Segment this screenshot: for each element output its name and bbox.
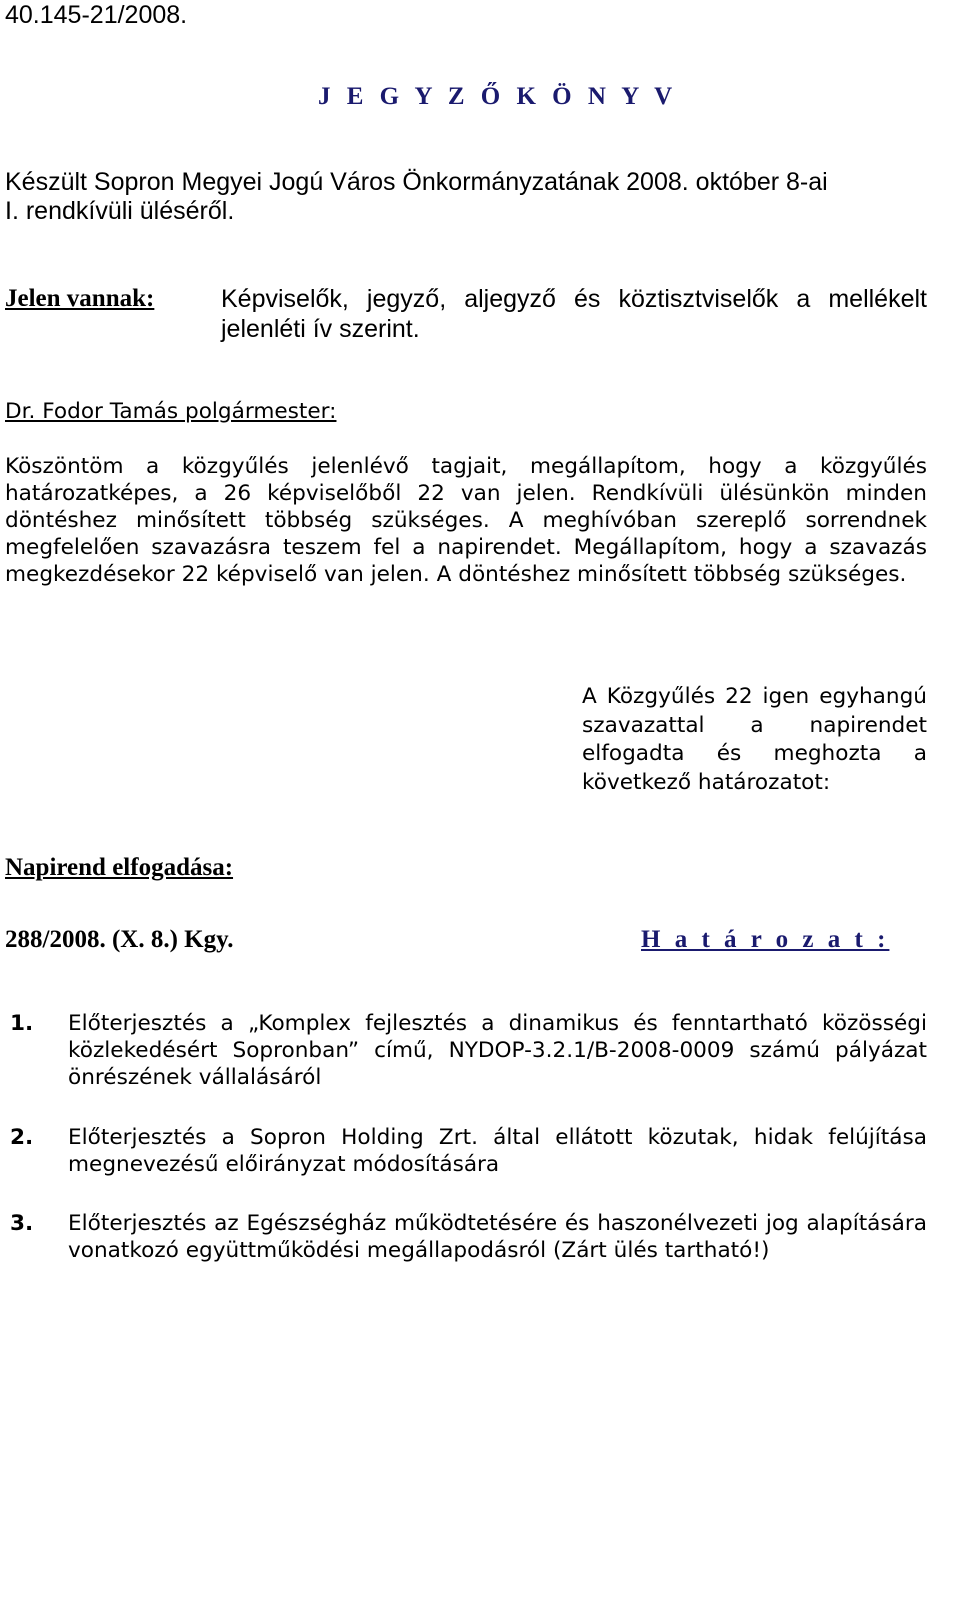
agenda-heading: Napirend elfogadása: [5,854,234,881]
agenda-item-text: Előterjesztés a Sopron Holding Zrt. által ellátott közutak, hidak felújítása megnevezésű előirányzat módosítására [68,1125,927,1177]
mayor-heading: Dr. Fodor Tamás polgármester: [5,399,337,424]
present-text: Képviselők, jegyző, aljegyző és köztisztviselők a mellékelt jelenléti ív szerint. [221,285,927,343]
resolution-number: 288/2008. (X. 8.) Kgy. [5,926,234,953]
intro-line-2: I. rendkívüli üléséről. [5,197,235,225]
mayor-speech: Köszöntöm a közgyűlés jelenlévő tagjait, megállapítom, hogy a közgyűlés határozatképes, a 26 képviselőből 22 van jelen. Rendkívüli ülésünkön minden döntéshez minősített többség szükséges. A meghívóban szereplő sorrendnek megfelelően szavazásra teszem fel a napirendet. Megállapítom, hogy a szavazás megkezdésekor 22 képviselő van jelen. A döntéshez minősített többség szükséges. [5,454,927,587]
agenda-item-text: Előterjesztés a „Komplex fejlesztés a dinamikus és fenntartható közösségi közlekedésért Sopronban” című, NYDOP-3.2.1/B-2008-0009 számú pályázat önrészének vállalásáról [68,1011,927,1090]
agenda-item-text: Előterjesztés az Egészségház működtetésére és haszonélvezeti jog alapítására vonatkozó együttműködési megállapodásról (Zárt ülés tartható!) [68,1211,927,1263]
vote-result: A Közgyűlés 22 igen egyhangú szavazattal a napirendet elfogadta és meghozta a következő határozatot: [582,684,927,795]
resolution-heading: H a t á r o z a t : [641,926,890,953]
agenda-item-number: 3. [10,1211,34,1236]
agenda-item-number: 2. [10,1125,34,1150]
document-title: J E G Y Z Ő K Ö N Y V [318,83,678,110]
present-label: Jelen vannak: [5,285,155,312]
file-number: 40.145-21/2008. [5,1,188,29]
agenda-item-number: 1. [10,1011,34,1036]
intro-line-1: Készült Sopron Megyei Jogú Város Önkormányzatának 2008. október 8-ai [5,168,828,196]
